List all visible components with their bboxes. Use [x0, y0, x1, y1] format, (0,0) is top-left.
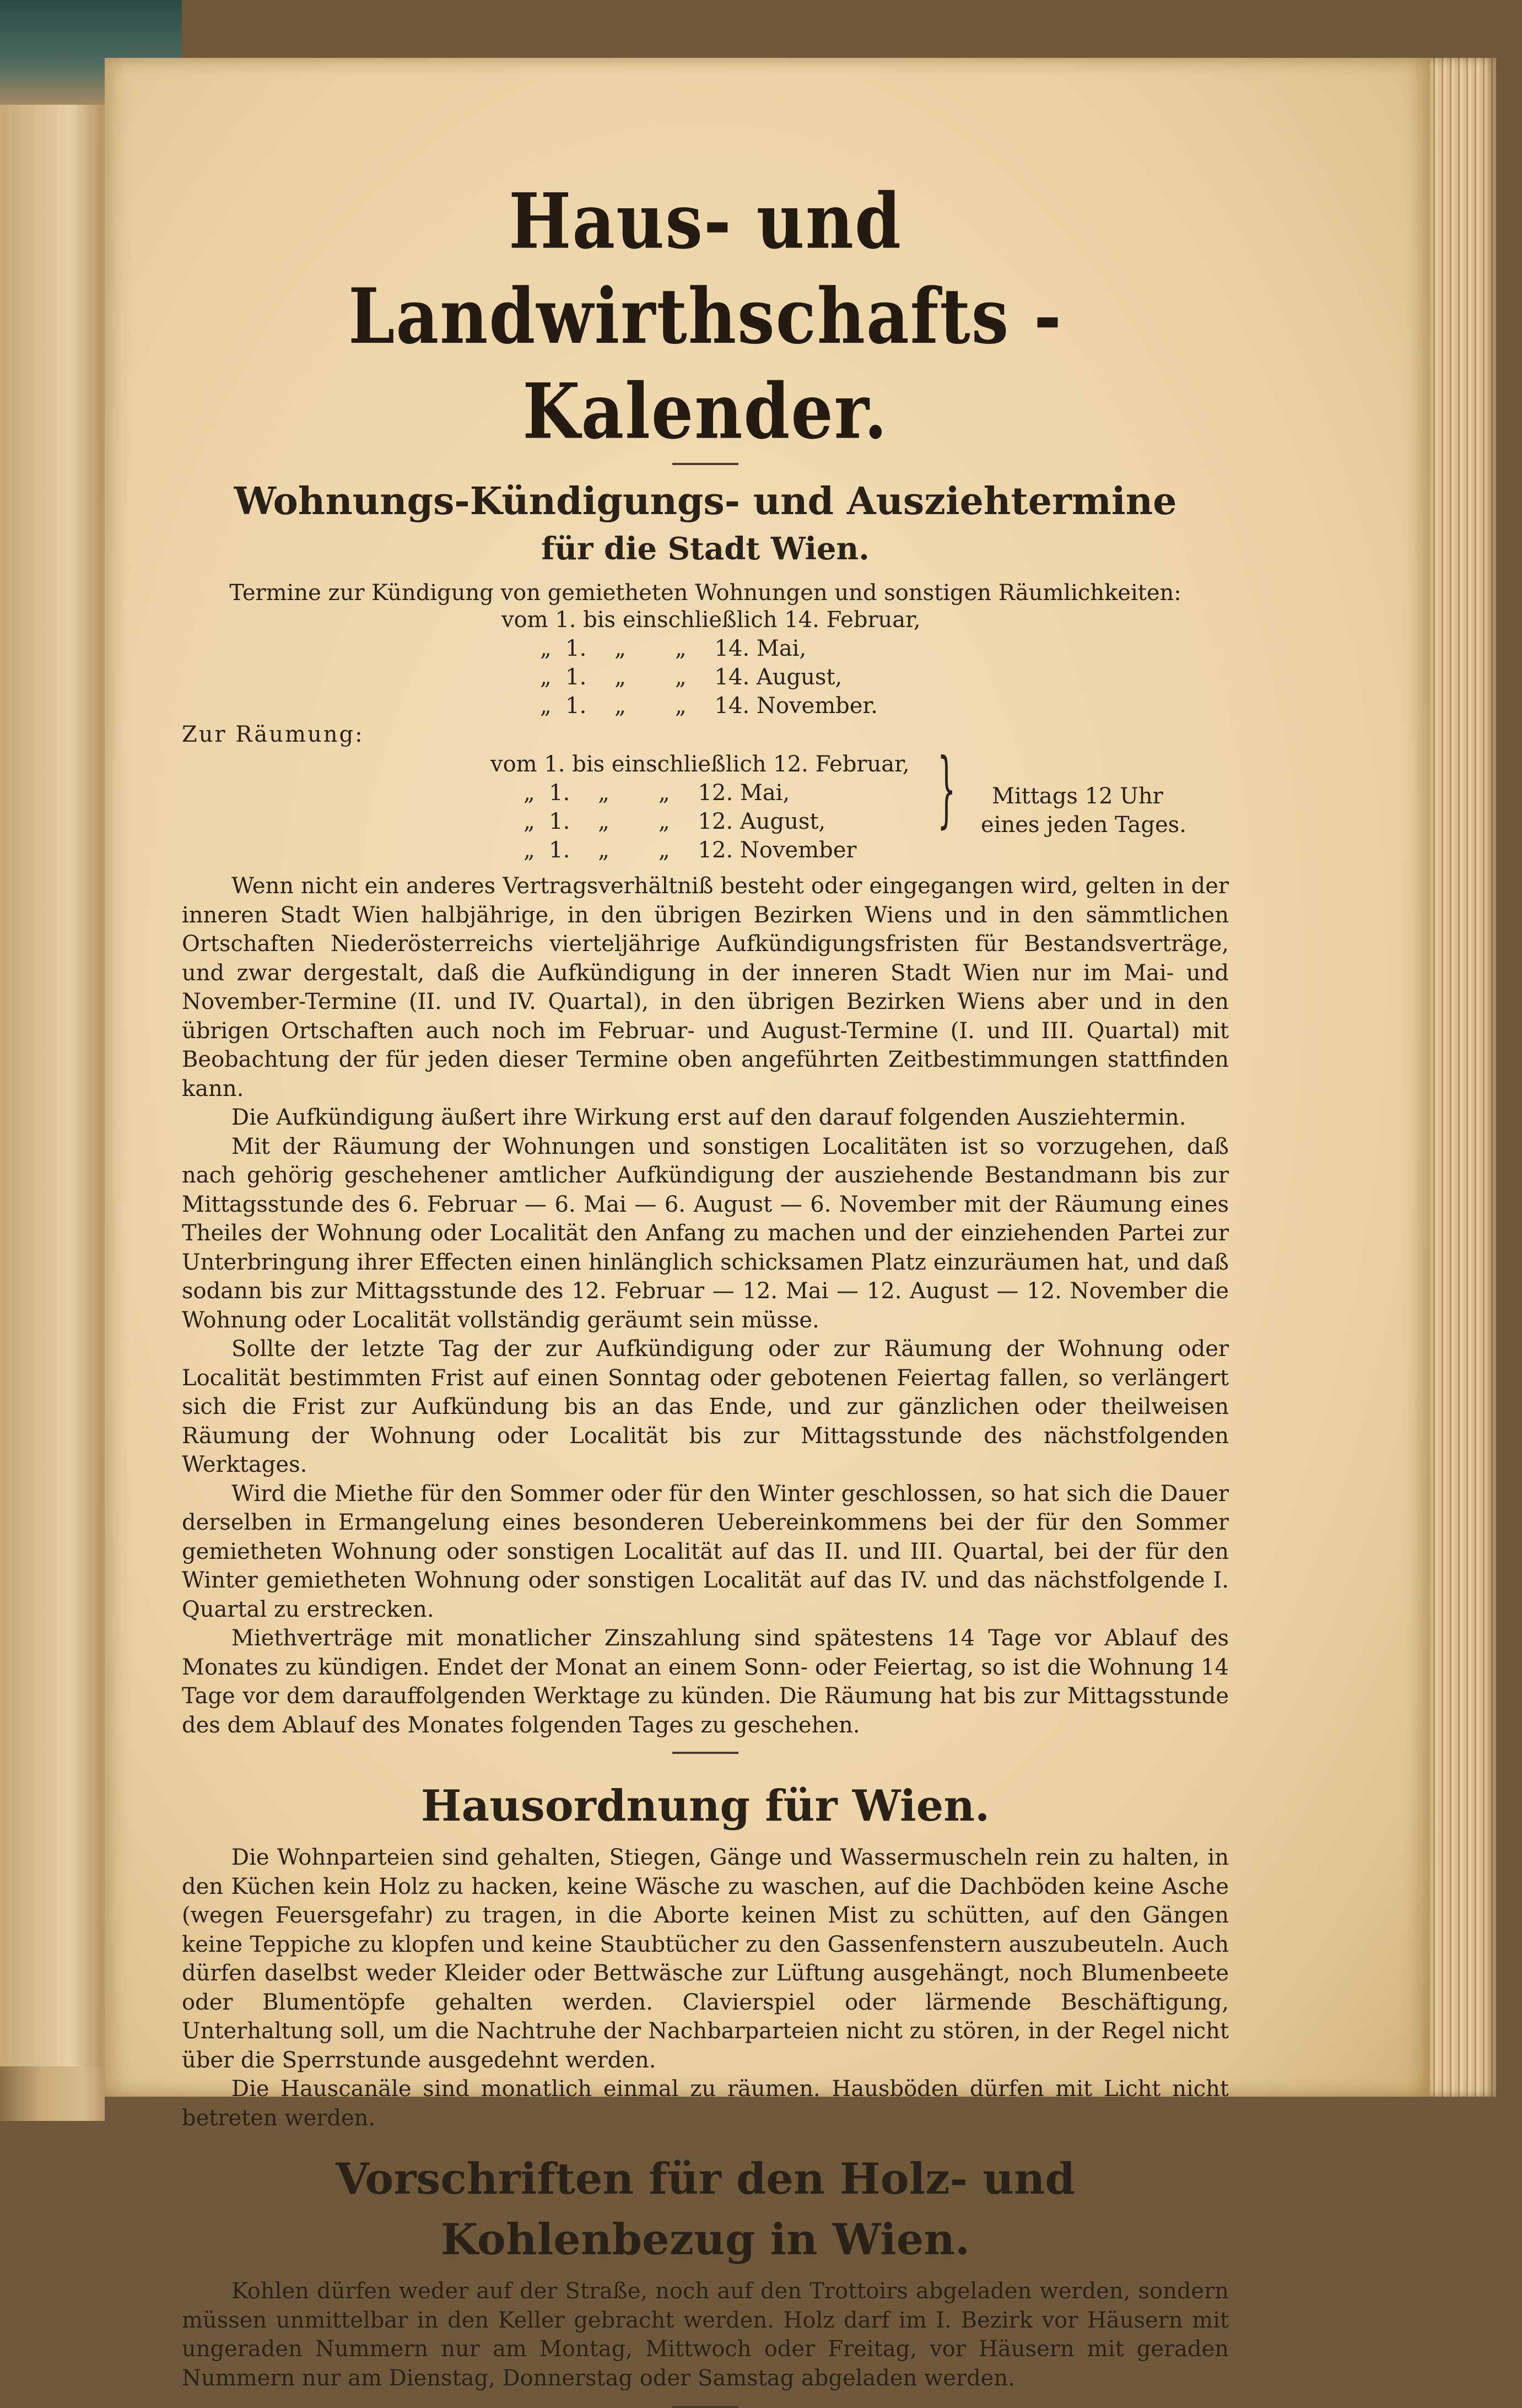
page-stack-edge: [1430, 58, 1496, 2097]
section1-subtitle: für die Stadt Wien.: [541, 531, 870, 567]
divider: [672, 1752, 738, 1754]
kuendigung-row: „ 1. „ „ 14. November.: [540, 693, 878, 719]
raeumung-row: „ 1. „ „ 12. November: [523, 838, 857, 863]
kuendigung-row: „ 1. „ „ 14. Mai,: [540, 636, 807, 661]
section1-body: [182, 872, 1229, 1740]
page-content: [182, 176, 1229, 2408]
kuendigung-row: vom 1. bis einschließlich 14. Februar,: [501, 607, 921, 633]
time-note: eines jeden Tages.: [981, 812, 1186, 838]
kuendigung-row: „ 1. „ „ 14. August,: [540, 665, 843, 690]
section1-title: Wohnungs-Kündigungs- und Ausziehtermine: [234, 479, 1177, 523]
paragraph: Wenn nicht ein anderes Vertragsverhältniß besteht oder eingegangen wird, gelten in der inneren Stadt Wien halbjährige, in den übrigen Bezirken Wiens und in den sämmtlichen Ortschaften Niederösterreichs vierteljährige Aufkündigungsfristen für Bestandsverträge, und zwar dergestalt, daß die Aufkündigung in der inneren Stadt Wien nur im Mai- und November-Termine (II. und IV. Quartal), in den übrigen Bezirken Wiens aber und in den übrigen Ortschaften auch noch im Februar- und August-Termine (I. und III. Quartal) mit Beobachtung der für jeden dieser Termine oben angeführten Zeitbestimmungen stattfinden kann.: [182, 873, 1229, 1102]
left-page-edge: [0, 105, 102, 2066]
paragraph: Sollte der letzte Tag der zur Aufkündigung oder zur Räumung der Wohnung oder Localität bestimmten Frist auf einen Sonntag oder gebotenen Feiertag fallen, so verlängert sich die Frist zur Aufkündung bis an das Ende, und zur gänzlichen oder theilweisen Räumung der Wohnung oder Localität bis zur Mittagsstunde des nächstfolgenden Werktages.: [182, 1336, 1229, 1477]
paragraph: Die Aufkündigung äußert ihre Wirkung erst auf den darauf folgenden Ausziehtermin.: [231, 1105, 1186, 1130]
paragraph: Die Hauscanäle sind monatlich einmal zu räumen. Hausböden dürfen mit Licht nicht betreten werden.: [182, 2076, 1229, 2131]
paragraph: Kohlen dürfen weder auf der Straße, noch auf den Trottoirs abgeladen werden, sondern müssen unmittelbar in den Keller gebracht werden. Holz darf im I. Bezirk vor Häusern mit ungeraden Nummern nur am Montag, Mittwoch oder Freitag, vor Häusern mit geraden Nummern nur am Dienstag, Donnerstag oder Samstag abgeladen werden.: [182, 2279, 1229, 2391]
divider: [672, 463, 738, 465]
raeumung-row: vom 1. bis einschließlich 12. Februar,: [490, 752, 910, 777]
page-title: Haus- und Landwirthschafts - Kalender.: [348, 176, 1062, 456]
paragraph: Die Wohnparteien sind gehalten, Stiegen, Gänge und Wassermuscheln rein zu halten, in den Küchen kein Holz zu hacken, keine Wäsche zu waschen, auf die Dachböden keine Asche (wegen Feuersgefahr) zu tragen, in die Aborte keinen Mist zu schütten, auf den Gängen keine Teppiche zu klopfen und keine Staubtücher zu den Gassenfenstern auszubeuteln. Auch dürfen daselbst weder Kleider oder Bettwäsche zur Lüftung ausgehängt, noch Blumenbeete oder Blumentöpfe gehalten werden. Clavierspiel oder lärmende Beschäftigung, Unterhaltung soll, um die Nachtruhe der Nachbarparteien nicht zu stören, in der Regel nicht über die Sperrstunde ausgedehnt werden.: [182, 1845, 1229, 2073]
raeumung-row: „ 1. „ „ 12. Mai,: [523, 780, 790, 806]
paragraph: Wird die Miethe für den Sommer oder für den Winter geschlossen, so hat sich die Dauer derselben in Ermangelung eines besonderen Uebereinkommens bei der für den Sommer gemietheten Wohnung oder sonstigen Localität auf das II. und III. Quartal, bei der für den Winter gemietheten Wohnung oder sonstigen Localität auf das IV. und das nächstfolgende I. Quartal zu erstrecken.: [182, 1481, 1229, 1622]
schedule-block: [182, 607, 1229, 863]
section3-title: Vorschriften für den Holz- und Kohlenbezug in Wien.: [335, 2154, 1076, 2265]
schedule-intro: Termine zur Kündigung von gemietheten Wohnungen und sonstigen Räumlichkeiten:: [229, 580, 1181, 606]
brace: }: [937, 741, 956, 837]
raeumung-row: „ 1. „ „ 12. August,: [523, 809, 826, 834]
paragraph: Mit der Räumung der Wohnungen und sonstigen Localitäten ist so vorzugehen, daß nach gehörig geschehener amtlicher Aufkündigung der ausziehende Bestandmann bis zur Mittagsstunde des 6. Februar — 6. Mai — 6. August — 6. November mit der Räumung eines Theiles der Wohnung oder Localität den Anfang zu machen und der einziehenden Partei zur Unterbringung ihrer Effecten einen hinlänglich schicksamen Platz einzuräumen hat, und daß sodann bis zur Mittagsstunde des 12. Februar — 12. Mai — 12. August — 12. November die Wohnung oder Localität vollständig geräumt sein müsse.: [182, 1133, 1229, 1333]
section2-title: Hausordnung für Wien.: [420, 1781, 990, 1831]
raeumung-label: Zur Räumung:: [182, 722, 364, 747]
time-note: Mittags 12 Uhr: [992, 784, 1163, 809]
divider: [672, 2406, 738, 2408]
paragraph: Miethverträge mit monatlicher Zinszahlung sind spätestens 14 Tage vor Ablauf des Monates zu kündigen. Endet der Monat an einem Sonn- oder Feiertag, so ist die Wohnung 14 Tage vor dem darauffolgenden Werktage zu künden. Die Räumung hat bis zur Mittagsstunde des dem Ablauf des Monates folgenden Tages zu geschehen.: [182, 1626, 1229, 1738]
